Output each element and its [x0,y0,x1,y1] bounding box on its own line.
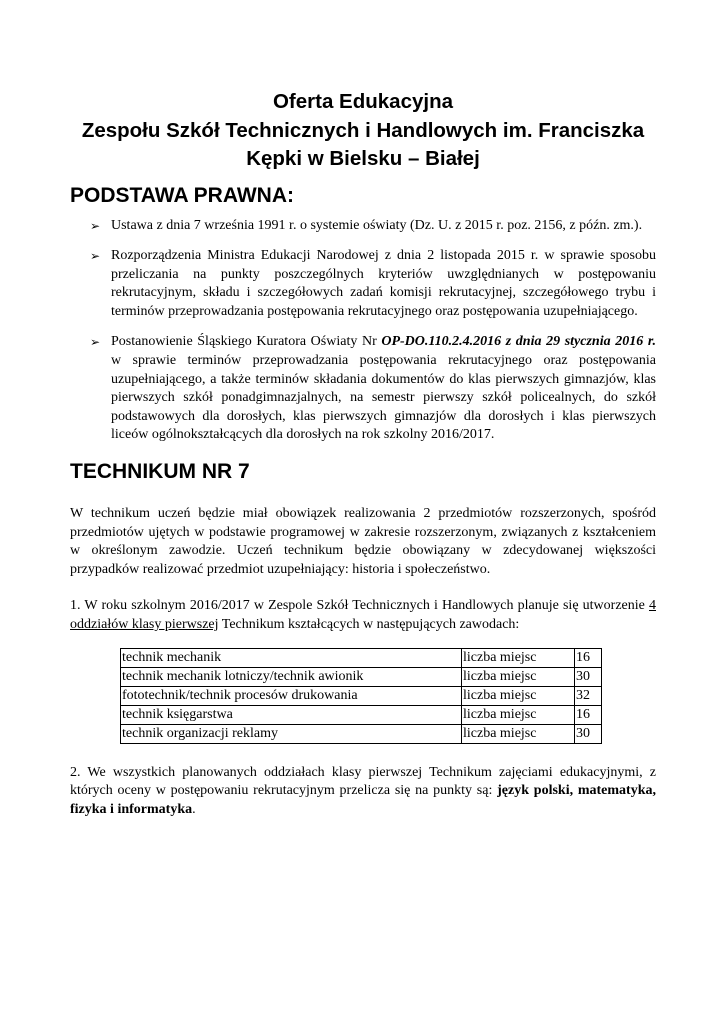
title-line-2: Zespołu Szkół Technicznych i Handlowych im. Franciszka [81,118,645,142]
bullet-text: Ustawa z dnia 7 września 1991 r. o systemie oświaty (Dz. U. z 2015 r. poz. 2156, z późn. zm.). [111,217,643,233]
arrow-bullet-icon: ➢ [90,218,101,233]
table-row [121,686,602,705]
places-label: liczba miejsc [462,705,575,724]
places-label: liczba miejsc [462,724,575,743]
bullet-text-emphasis: OP-DO.110.2.4.2016 z dnia 29 stycznia 2016 r. [381,334,656,350]
recruitment-subjects-bold: język polski, matematyka, fizyka i informatyka [70,783,657,817]
bullet-text-pre: Postanowienie Śląskiego Kuratora Oświaty Nr [111,334,382,350]
places-count: 30 [575,667,602,686]
title-line-3: Kępki w Bielsku – Białej [246,147,480,170]
recruitment-subjects-paragraph [70,764,656,820]
recruitment-subjects-pre: 2. We wszystkich planowanych oddziałach klasy pierwszej Technikum zajęciami edukacyjnymi, z których oceny w postępowaniu rekrutacyjnym przelicza się na punkty są: [70,764,656,799]
legal-basis-heading: PODSTAWA PRAWNA: [70,183,294,207]
bullet-text-post: w sprawie terminów przeprowadzania postępowania rekrutacyjnego oraz postępowania uzupełniającego, a także terminów składania dokumentów do klas pierwszych gimnazjów, klas pierwszych szkół ponadgimnazjalnych, na semestr pierwszy szkół policealnych, do szkół podstawowych dla dorosłych, klas pierwszych gimnazjów dla dorosłych i klas pierwszych liceów ogólnokształcących dla dorosłych na rok szkolny 2016/2017. [111,353,656,443]
profession-name: technik organizacji reklamy [121,724,462,743]
table-row [121,648,602,667]
document-title [70,88,656,174]
places-count: 16 [575,648,602,667]
list-item [70,333,656,445]
planned-classes-pre: 1. W roku szkolnym 2016/2017 w Zespole Szkół Technicznych i Handlowych planuje się utworzenie [70,598,649,614]
arrow-bullet-icon: ➢ [90,249,101,264]
table-row [121,705,602,724]
title-line-1: Oferta Edukacyjna [272,90,453,113]
planned-classes-post: Technikum kształcących w następujących zawodach: [218,617,520,632]
list-item [70,217,656,236]
places-label: liczba miejsc [462,667,575,686]
technikum-heading: TECHNIKUM NR 7 [70,460,250,484]
document-page [70,88,656,819]
table-row [121,724,602,743]
professions-table [120,648,602,744]
list-item [70,247,656,321]
places-count: 16 [575,705,602,724]
profession-name: technik mechanik [121,648,462,667]
technikum-intro-paragraph: W technikum uczeń będzie miał obowiązek realizowania 2 przedmiotów rozszerzonych, spośród przedmiotów ujętych w podstawie programowej w zakresie rozszerzonym, związanych z kształceniem w określonym zawodzie. Uczeń technikum będzie obowiązany w zdecydowanej większości przypadków realizować przedmiot uzupełniający: historia i społeczeństwo. [70,506,656,577]
places-label: liczba miejsc [462,648,575,667]
arrow-bullet-icon: ➢ [90,335,101,350]
profession-name: fototechnik/technik procesów drukowania [121,686,462,705]
places-count: 32 [575,686,602,705]
recruitment-subjects-post: . [192,801,196,817]
planned-classes-underlined: 4 oddziałów klasy pierwszej [70,598,656,632]
places-count: 30 [575,724,602,743]
table-row [121,667,602,686]
profession-name: technik księgarstwa [121,705,462,724]
bullet-text: Rozporządzenia Ministra Edukacji Narodowej z dnia 2 listopada 2015 r. w sprawie sposobu przeliczania na punkty poszczególnych kryteriów uwzględnianych w postępowaniu rekrutacyjnym, składu i szczegółowych zadań komisji rekrutacyjnej, szczegółowego trybu i terminów przeprowadzania postępowania rekrutacyjnego oraz postępowania uzupełniającego. [111,248,656,319]
profession-name: technik mechanik lotniczy/technik awionik [121,667,462,686]
places-label: liczba miejsc [462,686,575,705]
legal-basis-list [70,217,656,446]
planned-classes-paragraph [70,597,656,634]
